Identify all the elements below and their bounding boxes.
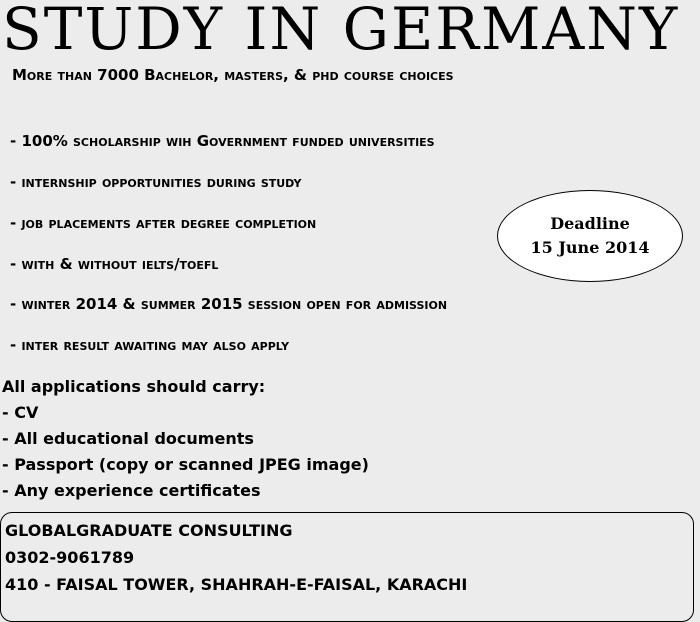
deadline-date: 15 June 2014: [530, 238, 650, 257]
page-title: STUDY IN GERMANY: [2, 0, 680, 63]
phone-number: 0302-9061789: [5, 548, 135, 567]
application-item-certificates: - Any experience certificates: [2, 481, 261, 500]
contact-box: [0, 512, 694, 622]
applications-heading: All applications should carry:: [2, 377, 266, 396]
benefit-session-open: - winter 2014 & summer 2015 session open for admission: [10, 295, 448, 313]
deadline-label: Deadline: [550, 214, 630, 233]
company-name: GLOBALGRADUATE CONSULTING: [5, 521, 293, 540]
address: 410 - FAISAL TOWER, SHAHRAH-E-FAISAL, KARACHI: [5, 575, 468, 594]
benefit-internship: - internship opportunities during study: [10, 173, 302, 191]
benefit-scholarship: - 100% scholarship wih Government funded universities: [10, 132, 435, 150]
applications-section: [2, 374, 602, 504]
subtitle: More than 7000 Bachelor, masters, & phd course choices: [12, 66, 454, 84]
benefit-job-placement: - job placements after degree completion: [10, 214, 317, 232]
application-item-documents: - All educational documents: [2, 429, 254, 448]
deadline-badge: [497, 190, 683, 282]
benefit-ielts-toefl: - with & without ielts/toefl: [10, 255, 219, 273]
application-item-cv: - CV: [2, 403, 39, 422]
application-item-passport: - Passport (copy or scanned JPEG image): [2, 455, 369, 474]
benefit-inter-result: - inter result awaiting may also apply: [10, 336, 290, 354]
